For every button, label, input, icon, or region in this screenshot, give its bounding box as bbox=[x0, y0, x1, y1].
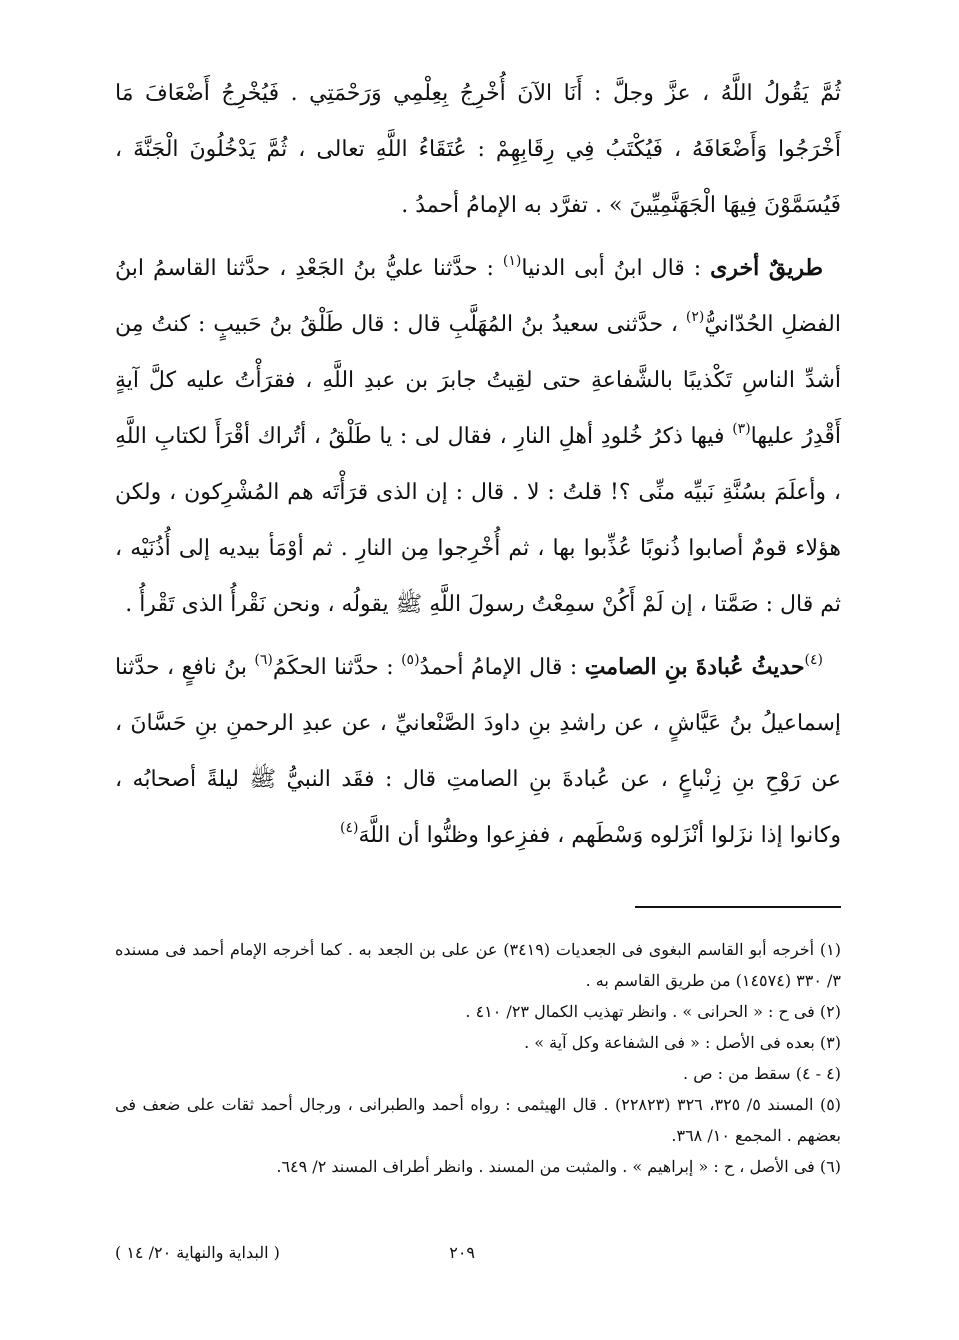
paragraph-2-text-a: : قال ابنُ أبى الدنيا bbox=[521, 256, 711, 281]
page-number: ٢٠٩ bbox=[449, 1243, 475, 1262]
section-heading-ubada-hadith: حديثُ عُبادةَ بنِ الصامتِ bbox=[584, 654, 805, 680]
footnote-ref-2: (٢) bbox=[685, 309, 705, 326]
footnote-separator bbox=[635, 906, 841, 908]
page-footer bbox=[115, 1238, 841, 1268]
paragraph-1 bbox=[115, 66, 841, 234]
footnote-ref-4-close: (٤) bbox=[339, 820, 359, 837]
footnotes bbox=[115, 934, 841, 1182]
footnote-ref-5: (٥) bbox=[401, 652, 420, 669]
footnote-6: (٦) فى الأصل ، ح : « إبراهيم » . والمثبت من المسند . وانظر أطراف المسند ٢/ ٦٤٩. bbox=[276, 1157, 841, 1176]
footnote-ref-4-open: (٤) bbox=[804, 652, 824, 669]
paragraph-2-text-d: فيها ذكرُ خُلودِ أهلِ النارِ ، فقال لى : يا طَلْقُ ، أتُراك أقْرَأَ لكتابِ اللَّهِ ، وأعلَمَ بسُنَّةِ نَبيِّه منِّى ؟! قلتُ : لا . قال : إن الذى قرَأْتَه هم المُشْرِكون ، ولكن هؤلاء قومٌ أصابوا ذُنوبًا عُذِّبوا بها ، ثم أُخْرِجوا مِن النارِ . ثم أوْمَأ بيديه إلى أُذُنَيْه ، ثم قال : صَمَّتا ، إن لَمْ أَكُنْ سمِعْتُ رسولَ اللَّهِ ﷺ يقولُه ، ونحن نَقْرأُ الذى تَقْرأُ . bbox=[115, 424, 841, 617]
paragraph-2-text-c: ، حدَّثنى سعيدُ بنُ المُهَلَّبِ قال : قال طَلْقُ بنُ حَبيبٍ : كنتُ مِن أشدِّ الناسِ تَكْذيبًا بالشَّفاعةِ حتى لقِيتُ جابرَ بن عبدِ اللَّهِ ، فقرَأْتُ عليه كلَّ آيةٍ أَقْدِرُ عليها bbox=[115, 312, 841, 449]
paragraph-2-text-b: : حدَّثنا عليُّ بنُ الجَعْدِ ، حدَّثنا القاسمُ ابنُ الفضلِ الحُدّانيُّ bbox=[115, 256, 841, 337]
footnote-4: (٤ - ٤) سقط من : ص . bbox=[683, 1064, 841, 1083]
paragraph-1-text: ثُمَّ يَقُولُ اللَّهُ ، عزَّ وجلَّ : أَنَا الآنَ أُخْرِجُ بِعِلْمِي وَرَحْمَتِي . فَيُخْرِجُ أَضْعَافَ مَا أَخْرَجُوا وَأَضْعَافَهُ ، فَيُكْتَبُ فِي رِقَابِهِمْ : عُتَقَاءُ اللَّهِ تعالى ، ثُمَّ يَدْخُلُونَ الْجَنَّةَ ، فَيُسَمَّوْنَ فِيهَا الْجَهَنَّمِيِّينَ » . تفرَّد به الإمامُ أحمدُ . bbox=[115, 81, 841, 218]
footnote-ref-3: (٣) bbox=[732, 421, 751, 438]
section-heading-another-path: طريقٌ أخرى bbox=[710, 255, 823, 281]
footnote-ref-6: (٦) bbox=[254, 652, 273, 669]
footnote-2: (٢) فى ح : « الحرانى » . وانظر تهذيب الكمال ٢٣/ ٤١٠ . bbox=[465, 1002, 841, 1021]
paragraph-3-text-a: : قال الإمامُ أحمدُ bbox=[419, 655, 585, 680]
footnote-ref-1: (١) bbox=[502, 253, 522, 270]
footnote-1: (١) أخرجه أبو القاسم البغوى فى الجعديات (٣٤١٩) عن على بن الجعد به . كما أخرجه الإمام أحمد فى مسنده ٣/ ٣٣٠ (١٤٥٧٤) من طريق القاسم به . bbox=[115, 940, 841, 990]
paragraph-3-text-c: بنُ نافعٍ ، حدَّثنا إسماعيلُ بنُ عَيَّاشٍ ، عن راشدِ بنِ داودَ الصَّنْعانيِّ ، عن عبدِ الرحمنِ بنِ حَسَّانَ ، عن رَوْحِ بنِ زِنْباعٍ ، عن عُبادةَ بنِ الصامتِ قال : فقَد النبيُّ ﷺ ليلةً أصحابُه ، وكانوا إذا نزَلوا أنْزَلوه وَسْطَهم ، ففزِعوا وظنُّوا أن اللَّهَ bbox=[115, 655, 841, 848]
footnote-5: (٥) المسند ٥/ ٣٢٥، ٣٢٦ (٢٢٨٢٣) . قال الهيثمى : رواه أحمد والطبرانى ، ورجال أحمد ثقات على ضعف فى بعضهم . المجمع ١٠/ ٣٦٨. bbox=[115, 1095, 842, 1145]
paragraph-2 bbox=[115, 240, 841, 633]
footnote-3: (٣) بعده فى الأصل : « فى الشفاعة وكل آية » . bbox=[524, 1033, 841, 1052]
paragraph-3 bbox=[115, 639, 841, 864]
paragraph-3-text-b: : حدَّثنا الحكَمُ bbox=[272, 655, 402, 680]
main-text bbox=[115, 66, 841, 870]
running-head: ( البداية والنهاية ٢٠/ ١٤ ) bbox=[115, 1243, 280, 1262]
